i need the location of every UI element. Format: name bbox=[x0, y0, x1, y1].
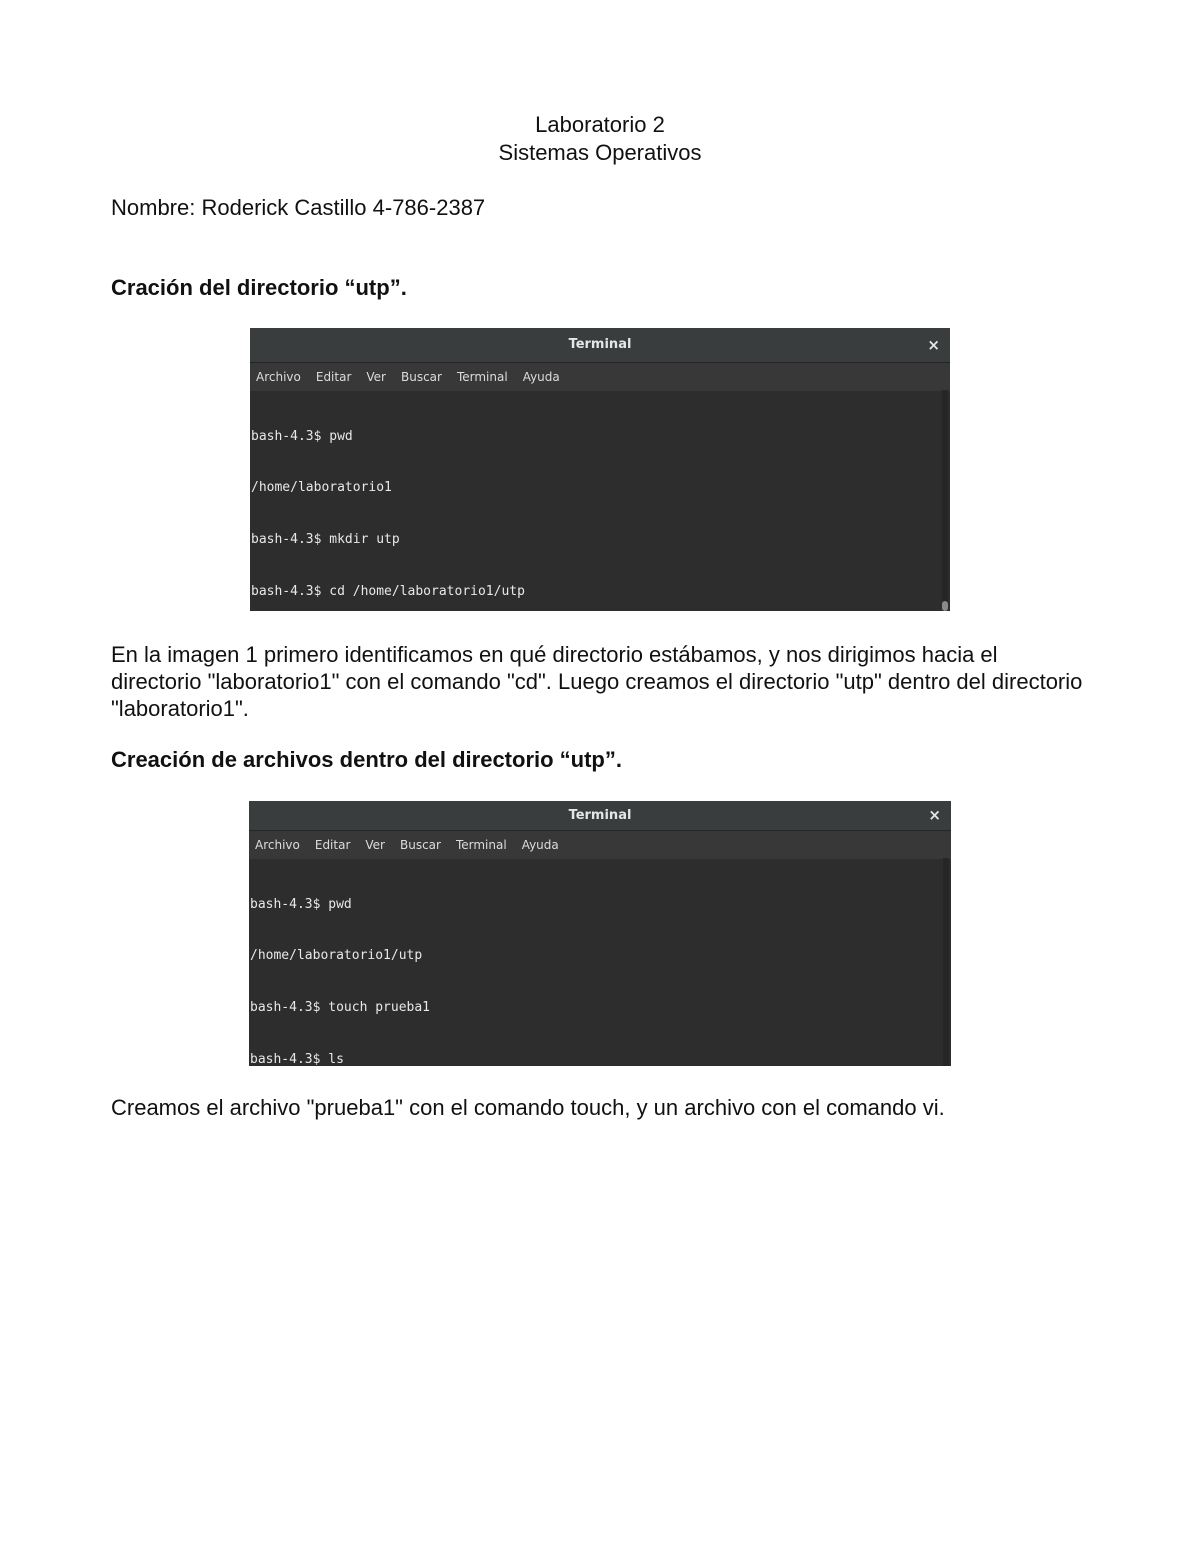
section-paragraph-directory: En la imagen 1 primero identificamos en qué directorio estábamos, y nos dirigimos hacia el directorio "laboratorio1" con el comando "cd". Luego creamos el directorio "utp" dentro del directorio "laboratorio1". bbox=[111, 642, 1083, 721]
menu-terminal[interactable]: Terminal bbox=[456, 370, 508, 384]
terminal-screenshot-2 bbox=[249, 801, 951, 1066]
document-title: Laboratorio 2 bbox=[535, 112, 665, 137]
terminal-menubar bbox=[249, 831, 951, 859]
terminal-line: /home/laboratorio1/utp bbox=[250, 948, 423, 964]
close-icon[interactable]: × bbox=[928, 806, 941, 824]
section-paragraph-files: Creamos el archivo "prueba1" con el comando touch, y un archivo con el comando vi. bbox=[111, 1095, 945, 1120]
terminal-scrollbar[interactable] bbox=[942, 390, 948, 611]
menu-buscar[interactable]: Buscar bbox=[399, 838, 441, 852]
document-subtitle: Sistemas Operativos bbox=[498, 140, 702, 165]
scrollbar-thumb[interactable] bbox=[942, 601, 948, 611]
terminal-line: bash-4.3$ mkdir utp bbox=[251, 532, 400, 548]
menu-terminal[interactable]: Terminal bbox=[455, 838, 507, 852]
close-icon[interactable]: × bbox=[927, 336, 940, 354]
menu-archivo[interactable]: Archivo bbox=[255, 838, 300, 852]
terminal-line: bash-4.3$ touch prueba1 bbox=[250, 1000, 431, 1016]
menu-ver[interactable]: Ver bbox=[365, 838, 385, 852]
section-heading-files: Creación de archivos dentro del directorio “utp”. bbox=[111, 747, 622, 772]
terminal-line: bash-4.3$ pwd bbox=[251, 428, 353, 444]
terminal-scrollbar[interactable] bbox=[943, 858, 949, 1066]
menu-archivo[interactable]: Archivo bbox=[256, 370, 301, 384]
terminal-title: Terminal bbox=[568, 337, 632, 352]
terminal-line: bash-4.3$ ls bbox=[250, 1052, 344, 1066]
menu-ayuda[interactable]: Ayuda bbox=[522, 370, 560, 384]
terminal-output[interactable] bbox=[250, 391, 950, 611]
terminal-line: bash-4.3$ pwd bbox=[250, 896, 352, 912]
terminal-screenshot-1 bbox=[250, 328, 950, 611]
terminal-title: Terminal bbox=[568, 808, 632, 823]
menu-buscar[interactable]: Buscar bbox=[400, 370, 442, 384]
menu-ver[interactable]: Ver bbox=[366, 370, 386, 384]
menu-editar[interactable]: Editar bbox=[314, 838, 351, 852]
terminal-titlebar bbox=[250, 328, 950, 363]
student-name: Nombre: Roderick Castillo 4-786-2387 bbox=[111, 195, 486, 220]
menu-editar[interactable]: Editar bbox=[315, 370, 352, 384]
terminal-line: bash-4.3$ cd /home/laboratorio1/utp bbox=[251, 584, 525, 600]
terminal-titlebar bbox=[249, 801, 951, 831]
section-heading-directory: Cración del directorio “utp”. bbox=[111, 275, 407, 300]
terminal-line: /home/laboratorio1 bbox=[251, 480, 392, 496]
terminal-menubar bbox=[250, 363, 950, 391]
terminal-output[interactable] bbox=[249, 859, 951, 1066]
menu-ayuda[interactable]: Ayuda bbox=[521, 838, 559, 852]
